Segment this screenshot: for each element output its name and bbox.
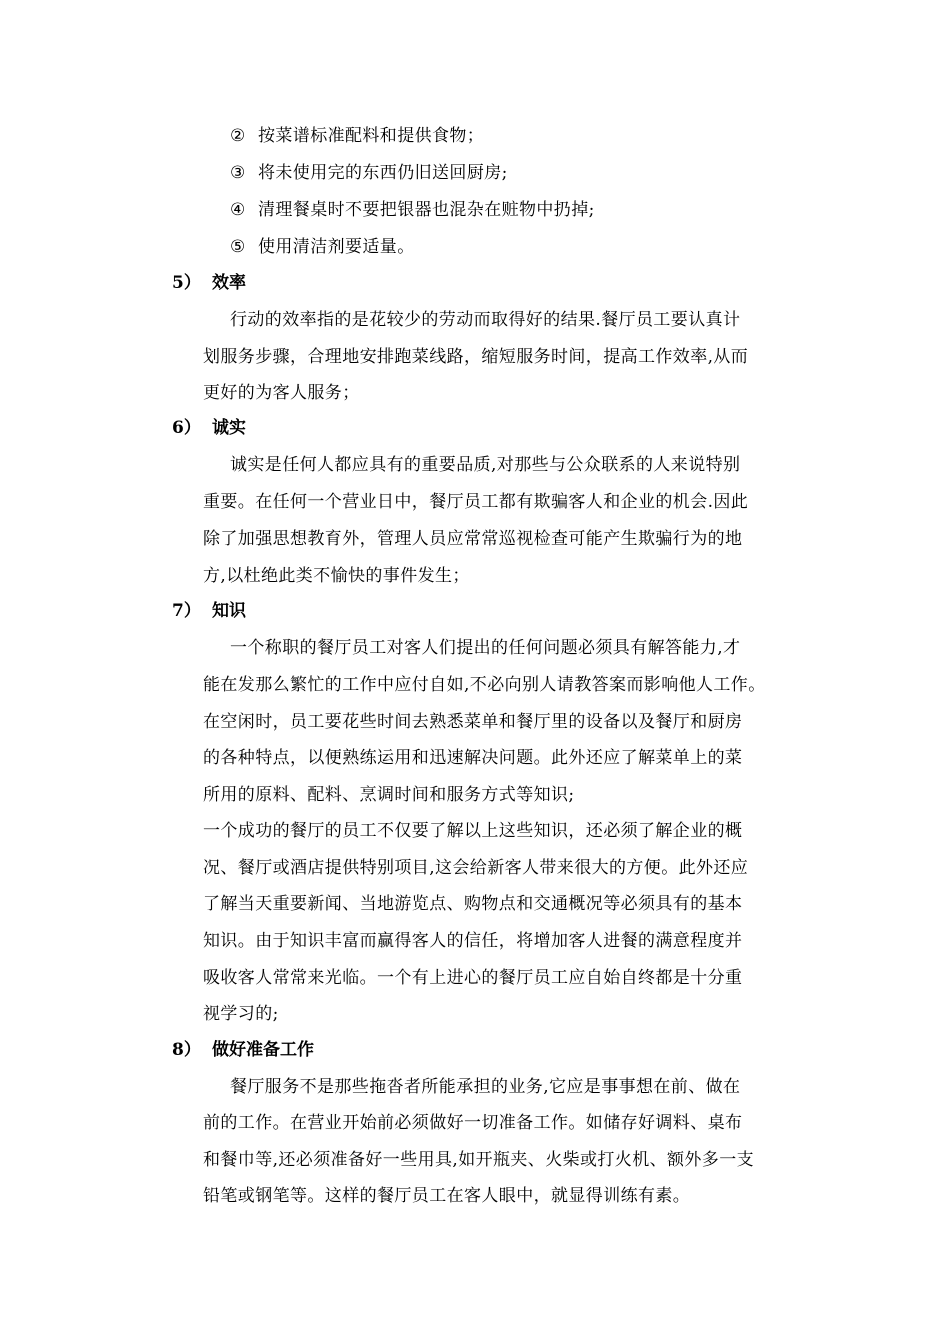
section-heading [172,601,246,621]
list-item-number: ② [230,126,246,146]
paragraph-line: 和餐巾等,还必须准备好一些用具,如开瓶夹、火柴或打火机、额外多一支 [203,1150,755,1170]
paragraph-line: 重要。在任何一个营业日中，餐厅员工都有欺骗客人和企业的机会.因此 [203,492,749,512]
section-number: 5） [172,273,201,293]
paragraph-line: 行动的效率指的是花较少的劳动而取得好的结果.餐厅员工要认真计 [230,310,741,330]
section-heading [172,418,246,438]
paragraph-line: 了解当天重要新闻、当地游览点、购物点和交通概况等必须具有的基本 [203,894,743,914]
list-item [230,163,508,183]
paragraph-line: 除了加强思想教育外，管理人员应常常巡视检查可能产生欺骗行为的地 [203,529,743,549]
paragraph-line: 所用的原料、配料、烹调时间和服务方式等知识; [203,785,575,805]
paragraph-line: 一个称职的餐厅员工对客人们提出的任何问题必须具有解答能力,才 [230,638,741,658]
list-item-number: ③ [230,163,246,183]
paragraph-line: 吸收客人常常来光临。一个有上进心的餐厅员工应自始自终都是十分重 [203,968,743,988]
list-item-text: 清理餐桌时不要把银器也混杂在赃物中扔掉; [258,200,595,220]
paragraph-line: 餐厅服务不是那些拖沓者所能承担的业务,它应是事事想在前、做在 [230,1077,741,1097]
paragraph-line: 况、餐厅或酒店提供特别项目,这会给新客人带来很大的方便。此外还应 [203,858,749,878]
paragraph-line: 能在发那么繁忙的工作中应付自如,不必向别人请教答案而影响他人工作。 [203,675,766,695]
section-title: 诚实 [212,418,246,438]
paragraph-line: 前的工作。在营业开始前必须做好一切准备工作。如储存好调料、桌布 [203,1113,743,1133]
list-item [230,237,415,257]
paragraph-line: 诚实是任何人都应具有的重要品质,对那些与公众联系的人来说特别 [230,455,741,475]
paragraph-line: 铅笔或钢笔等。这样的餐厅员工在客人眼中，就显得训练有素。 [203,1186,691,1206]
section-title: 效率 [212,273,246,293]
paragraph-line: 知识。由于知识丰富而赢得客人的信任，将增加客人进餐的满意程度并 [203,931,743,951]
paragraph-line: 方,以杜绝此类不愉快的事件发生； [203,566,470,586]
list-item-number: ④ [230,200,246,220]
list-item [230,126,484,146]
section-number: 8） [172,1040,201,1060]
list-item-text: 将未使用完的东西仍旧送回厨房; [258,163,508,183]
paragraph-line: 在空闲时，员工要花些时间去熟悉菜单和餐厅里的设备以及餐厅和厨房 [203,712,743,732]
paragraph-line: 的各种特点，以便熟练运用和迅速解决问题。此外还应了解菜单上的菜 [203,748,743,768]
list-item-text: 使用清洁剂要适量。 [258,237,415,257]
section-title: 知识 [212,601,246,621]
paragraph-line: 视学习的; [203,1004,279,1024]
paragraph-line: 更好的为客人服务； [203,383,360,403]
list-item-number: ⑤ [230,237,246,257]
paragraph-line: 划服务步骤，合理地安排跑菜线路，缩短服务时间，提高工作效率,从而 [203,347,749,367]
section-number: 6） [172,418,201,438]
section-title: 做好准备工作 [212,1040,314,1060]
list-item [230,200,595,220]
section-number: 7） [172,601,201,621]
section-heading [172,1040,314,1060]
paragraph-line: 一个成功的餐厅的员工不仅要了解以上这些知识，还必须了解企业的概 [203,821,743,841]
section-heading [172,273,246,293]
list-item-text: 按菜谱标准配料和提供食物； [258,126,485,146]
